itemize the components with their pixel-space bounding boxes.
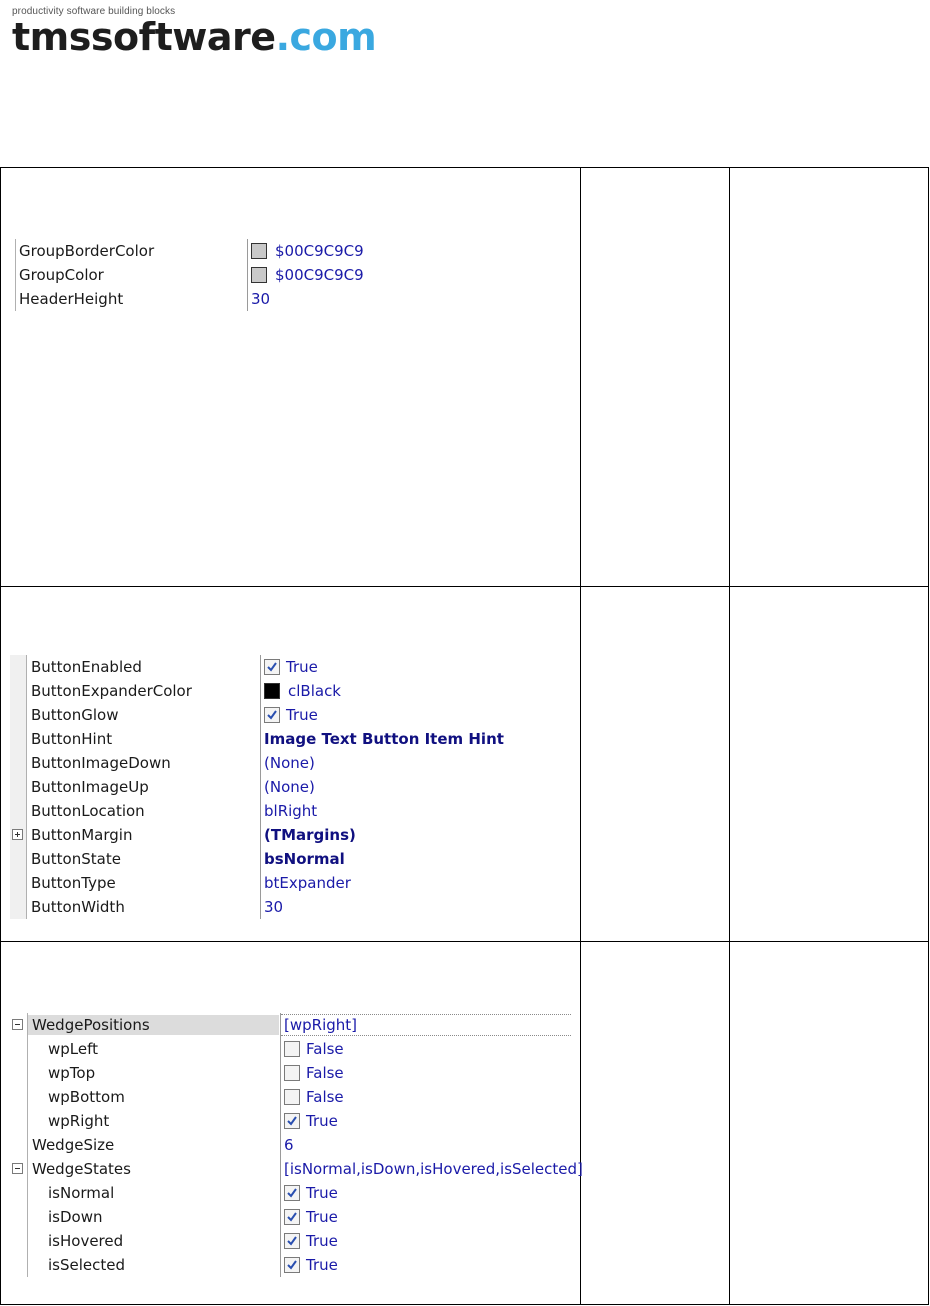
- property-row[interactable]: [10, 751, 530, 775]
- property-row[interactable]: [10, 1229, 572, 1253]
- table-cell-row1-col2: [581, 168, 729, 586]
- color-swatch: [264, 683, 280, 699]
- property-name: HeaderHeight: [19, 290, 124, 308]
- checkbox-checked[interactable]: [284, 1209, 300, 1225]
- property-grid-wedge: [10, 1013, 583, 1279]
- property-value[interactable]: False: [306, 1088, 344, 1106]
- property-value[interactable]: False: [306, 1040, 344, 1058]
- property-row[interactable]: [10, 1109, 572, 1133]
- checkbox-checked[interactable]: [264, 707, 280, 723]
- property-name: ButtonMargin: [31, 826, 133, 844]
- property-row[interactable]: [13, 287, 373, 311]
- property-value[interactable]: True: [306, 1208, 338, 1226]
- property-row[interactable]: [10, 655, 530, 679]
- property-value[interactable]: True: [306, 1112, 338, 1130]
- property-row[interactable]: [10, 727, 530, 751]
- property-row[interactable]: [10, 871, 530, 895]
- property-value[interactable]: True: [306, 1232, 338, 1250]
- property-row[interactable]: [10, 1157, 583, 1181]
- property-name: ButtonImageUp: [31, 778, 149, 796]
- expand-plus-icon[interactable]: [12, 829, 23, 840]
- property-value[interactable]: Image Text Button Item Hint: [264, 730, 504, 748]
- checkbox-unchecked[interactable]: [284, 1065, 300, 1081]
- property-value[interactable]: True: [306, 1184, 338, 1202]
- property-value[interactable]: True: [306, 1256, 338, 1274]
- property-row[interactable]: [10, 1205, 572, 1229]
- table-cell-row1-col3: [730, 168, 928, 586]
- property-row[interactable]: [10, 1061, 572, 1085]
- table-cell-row3-col2: [581, 942, 729, 1304]
- property-row[interactable]: [10, 703, 530, 727]
- property-name: ButtonExpanderColor: [31, 682, 192, 700]
- tmssoftware-logo: [12, 6, 377, 59]
- property-row[interactable]: [10, 1037, 572, 1061]
- table-cell-row3-col3: [730, 942, 928, 1304]
- property-name: ButtonWidth: [31, 898, 125, 916]
- property-row[interactable]: [10, 895, 530, 919]
- property-value[interactable]: 30: [251, 290, 271, 308]
- property-name: isDown: [48, 1208, 103, 1226]
- property-row[interactable]: [10, 847, 530, 871]
- property-value[interactable]: $00C9C9C9: [275, 266, 364, 284]
- property-name: ButtonHint: [31, 730, 113, 748]
- logo-tagline: productivity software building blocks: [12, 6, 176, 17]
- property-name: wpBottom: [48, 1088, 125, 1106]
- property-name: isHovered: [48, 1232, 124, 1250]
- property-row[interactable]: [10, 1181, 572, 1205]
- property-value[interactable]: clBlack: [288, 682, 341, 700]
- logo-wordmark: [12, 15, 377, 59]
- checkbox-checked[interactable]: [284, 1185, 300, 1201]
- logo-domain: .com: [275, 15, 377, 59]
- property-row[interactable]: [10, 1085, 572, 1109]
- property-name: isNormal: [48, 1184, 115, 1202]
- checkbox-checked[interactable]: [284, 1233, 300, 1249]
- property-grid-button: [10, 655, 530, 921]
- property-name: ButtonLocation: [31, 802, 145, 820]
- property-value[interactable]: (None): [264, 754, 315, 772]
- table-cell-row2-col3: [730, 587, 928, 941]
- property-value[interactable]: btExpander: [264, 874, 351, 892]
- property-value[interactable]: [wpRight]: [284, 1016, 357, 1034]
- checkbox-checked[interactable]: [284, 1113, 300, 1129]
- property-name: GroupBorderColor: [19, 242, 155, 260]
- property-grid-group: [13, 239, 373, 313]
- property-value[interactable]: 30: [264, 898, 284, 916]
- property-row[interactable]: [10, 775, 530, 799]
- property-name: WedgeSize: [32, 1136, 115, 1154]
- property-name: WedgeStates: [32, 1160, 131, 1178]
- property-name: ButtonState: [31, 850, 121, 868]
- property-name: wpRight: [48, 1112, 110, 1130]
- property-name: wpTop: [48, 1064, 96, 1082]
- color-swatch: [251, 243, 267, 259]
- property-row[interactable]: [10, 1013, 572, 1037]
- property-name: ButtonImageDown: [31, 754, 171, 772]
- property-name: isSelected: [48, 1256, 126, 1274]
- checkbox-checked[interactable]: [284, 1257, 300, 1273]
- property-row[interactable]: [10, 679, 530, 703]
- table-cell-row3-image: [1, 942, 583, 1304]
- logo-name: tmssoftware: [12, 15, 276, 59]
- table-cell-row1-image: [1, 168, 580, 586]
- property-row[interactable]: [13, 239, 373, 263]
- property-value[interactable]: blRight: [264, 802, 318, 820]
- property-row[interactable]: [10, 823, 530, 847]
- property-row[interactable]: [10, 1133, 572, 1157]
- checkbox-unchecked[interactable]: [284, 1089, 300, 1105]
- color-swatch: [251, 267, 267, 283]
- checkbox-unchecked[interactable]: [284, 1041, 300, 1057]
- property-value[interactable]: (None): [264, 778, 315, 796]
- property-value[interactable]: $00C9C9C9: [275, 242, 364, 260]
- property-row[interactable]: [13, 263, 373, 287]
- property-name: ButtonEnabled: [31, 658, 142, 676]
- checkbox-checked[interactable]: [264, 659, 280, 675]
- property-row[interactable]: [10, 799, 530, 823]
- property-name: ButtonGlow: [31, 706, 119, 724]
- property-name: ButtonType: [31, 874, 116, 892]
- table-cell-row2-image: [1, 587, 580, 941]
- table-cell-row2-col2: [581, 587, 729, 941]
- property-value[interactable]: True: [286, 706, 318, 724]
- collapse-minus-icon[interactable]: [12, 1163, 23, 1174]
- collapse-minus-icon[interactable]: [12, 1019, 23, 1030]
- property-name: GroupColor: [19, 266, 104, 284]
- property-value[interactable]: False: [306, 1064, 344, 1082]
- property-name: wpLeft: [48, 1040, 99, 1058]
- property-value[interactable]: 6: [284, 1136, 294, 1154]
- property-value[interactable]: bsNormal: [264, 850, 345, 868]
- property-value[interactable]: True: [286, 658, 318, 676]
- property-row[interactable]: [10, 1253, 572, 1277]
- property-value[interactable]: [isNormal,isDown,isHovered,isSelected]: [284, 1160, 583, 1178]
- property-name: WedgePositions: [32, 1016, 150, 1034]
- property-value[interactable]: (TMargins): [264, 826, 356, 844]
